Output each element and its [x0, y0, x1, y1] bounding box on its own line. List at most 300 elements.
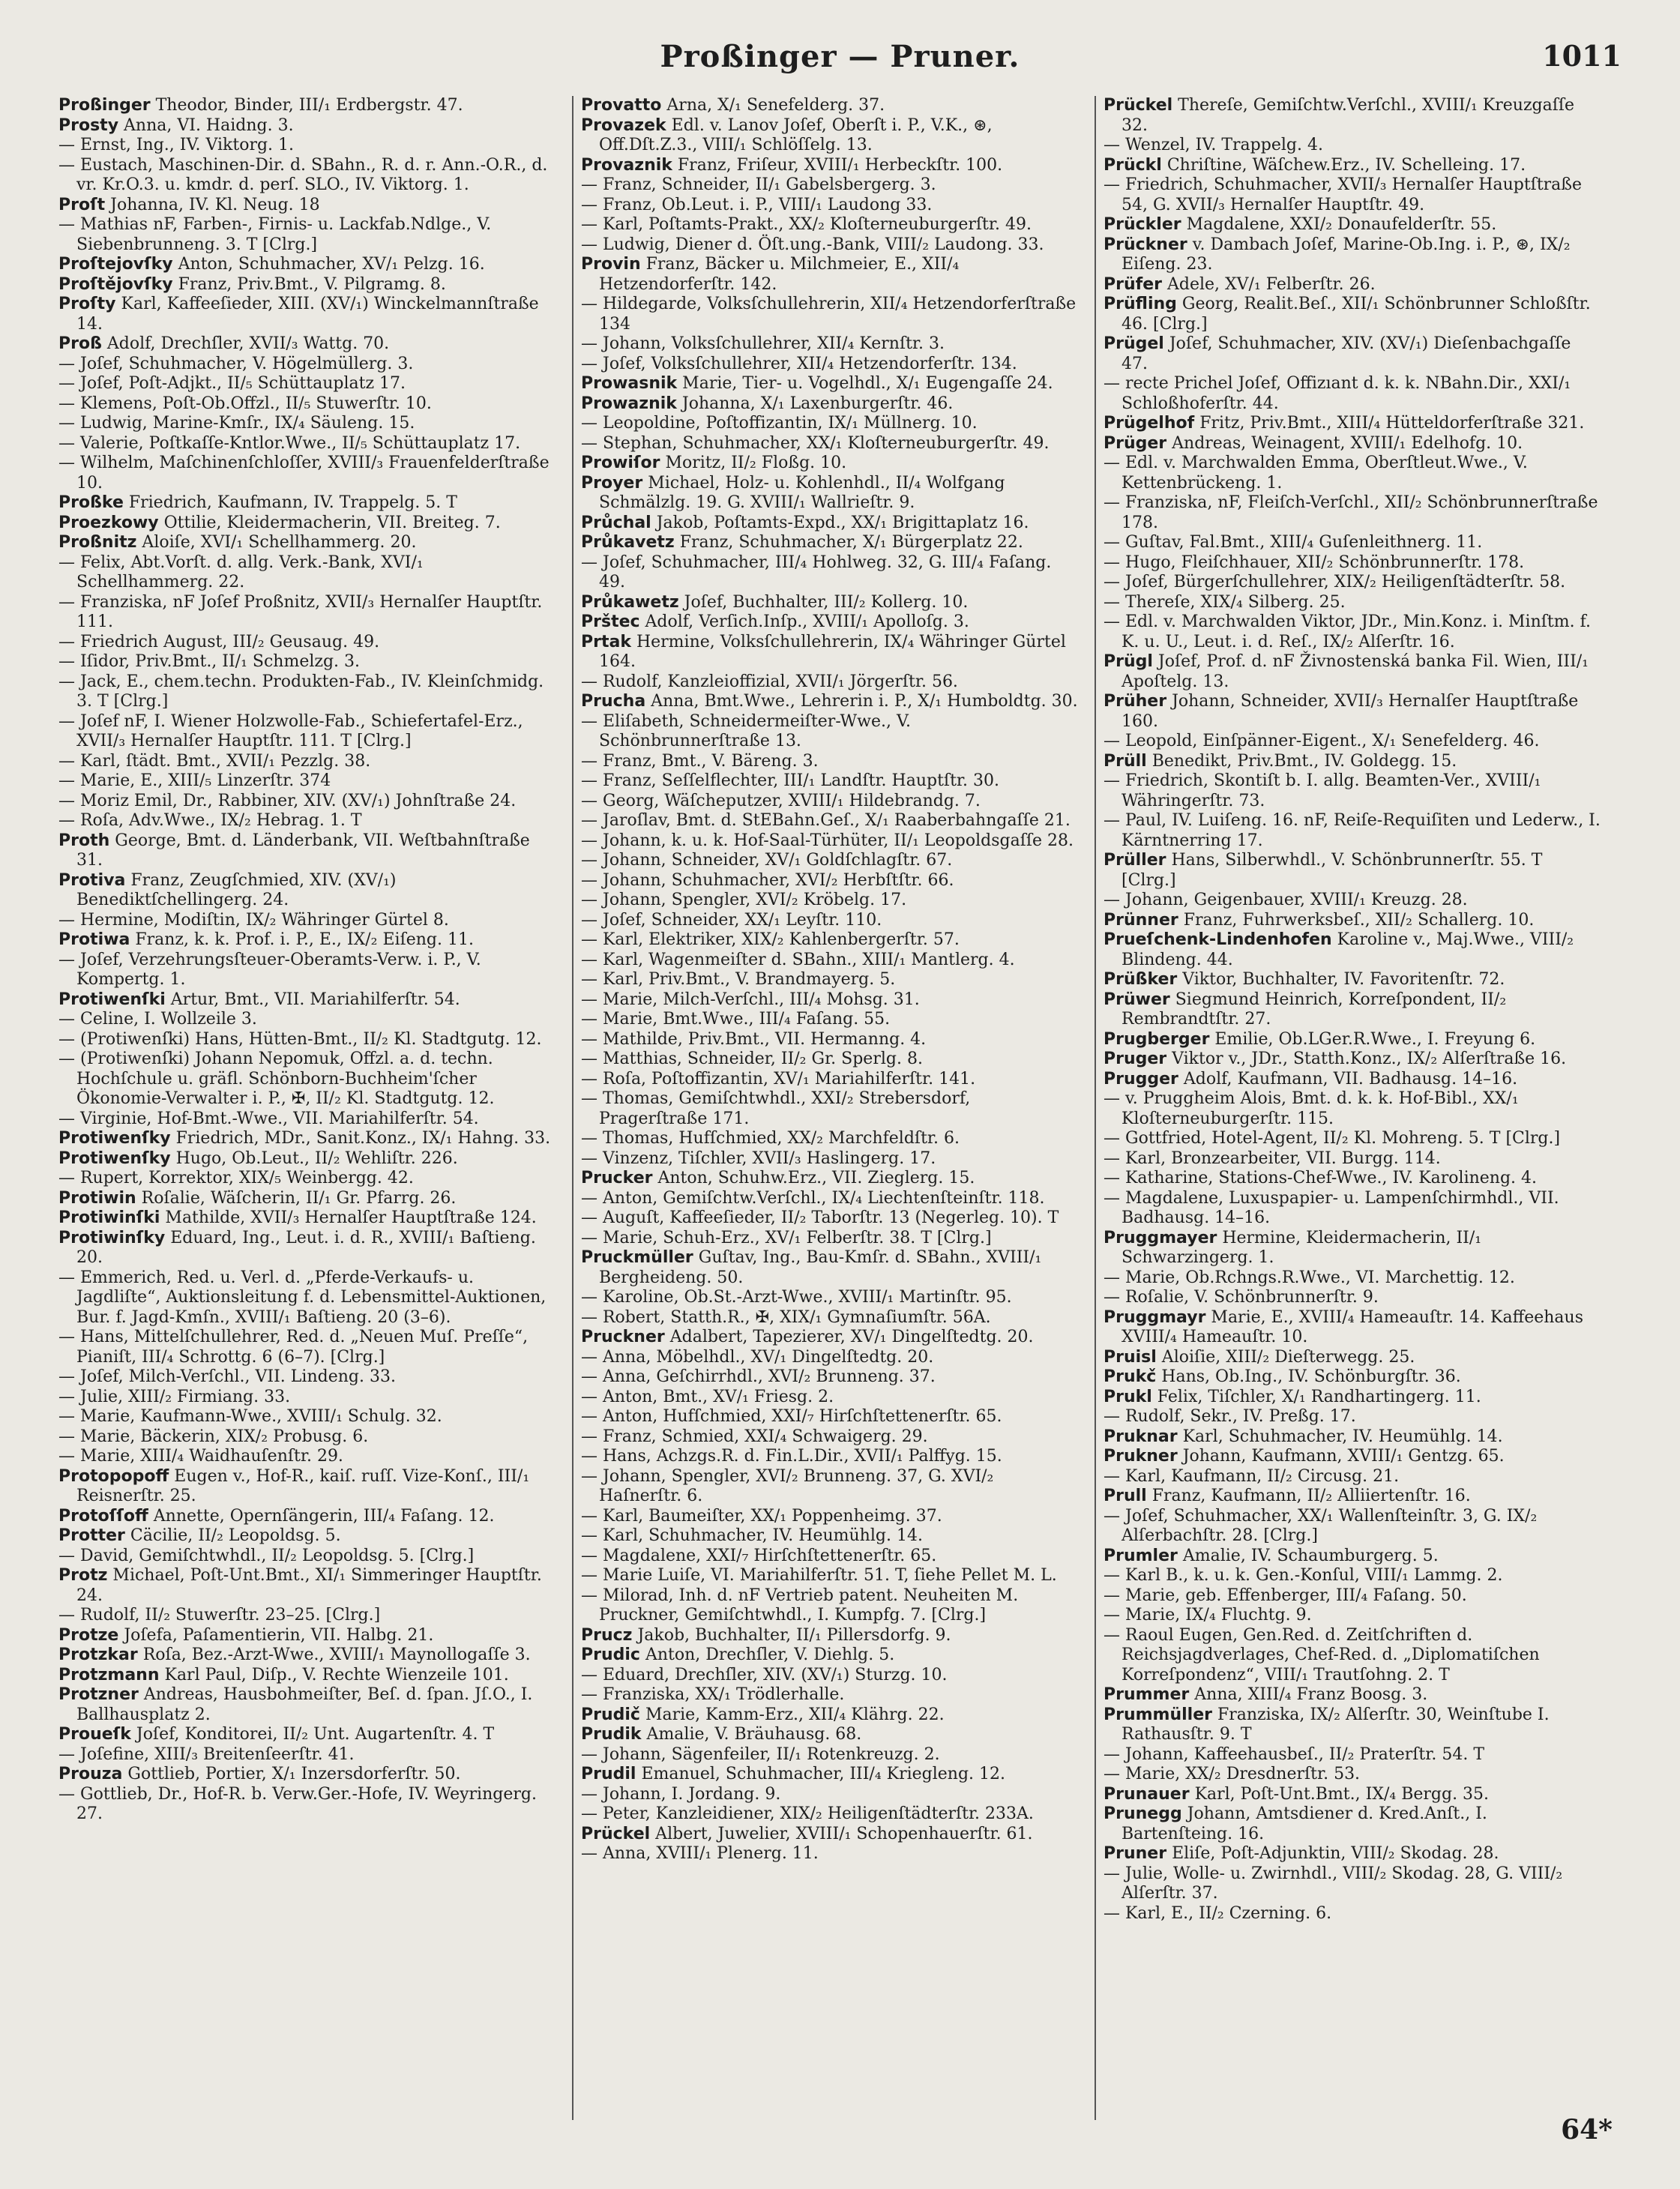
- entry-surname: Prückel: [581, 1824, 651, 1843]
- directory-entry: [581, 96, 1080, 116]
- directory-entry: [1104, 1229, 1602, 1268]
- entry-details: Adalbert, Tapezierer, XV/₁ Dingelſtedtg. 20.: [664, 1328, 1034, 1346]
- entry-surname: Protiwenſki: [58, 990, 166, 1009]
- entry-details: George, Bmt. d. Länderbank, VII. Weſtbahnſtraße 31.: [76, 831, 530, 870]
- directory-entry: [58, 295, 557, 334]
- entry-surname: Prüßker: [1104, 970, 1178, 989]
- directory-entry: [58, 771, 557, 792]
- directory-entry: [58, 1208, 557, 1229]
- directory-entry: [58, 1407, 557, 1427]
- directory-entry: [58, 1785, 557, 1825]
- directory-entry: [1104, 1626, 1602, 1686]
- directory-entry: [1104, 1388, 1602, 1408]
- directory-entry: [581, 891, 1080, 911]
- entry-details: Guſtav, Ing., Bau-Kmſr. d. SBahn., XVIII/₁ Bergheideng. 50.: [599, 1248, 1042, 1287]
- entry-details: — Roſa, Adv.Wwe., IX/₂ Hebrag. 1. T: [58, 811, 362, 830]
- entry-surname: Protze: [58, 1625, 119, 1645]
- directory-entry: [58, 1189, 557, 1209]
- entry-details: Joſef, Schuhmacher, XIV. (XV/₁) Dieſenbachgaſſe 47.: [1121, 334, 1571, 373]
- entry-details: — Hildegarde, Volksſchullehrerin, XII/₄ Hetzendorferſtraße 134: [581, 295, 1077, 334]
- directory-entry: [581, 175, 1080, 196]
- directory-entry: [581, 970, 1080, 990]
- entry-details: — Paul, IV. Luiſeng. 16. nF, Reiſe-Requiſiten und Lederw., I. Kärntnerring 17.: [1104, 811, 1601, 850]
- entry-details: Franz, k. k. Prof. i. P., E., IX/₂ Eiſeng. 11.: [130, 930, 474, 949]
- entry-details: — Jaroſlav, Bmt. d. StEBahn.Geſ., X/₁ Raaberbahngaſſe 21.: [581, 811, 1071, 830]
- directory-entry: [58, 533, 557, 553]
- entry-details: — Johann, Sägenfeiler, II/₁ Rotenkreuzg. 2.: [581, 1744, 940, 1764]
- entry-details: — Franz, Seſſelflechter, III/₁ Landſtr. Hauptſtr. 30.: [581, 771, 999, 790]
- entry-details: Aloiſe, XVI/₁ Schellhammerg. 20.: [136, 533, 417, 552]
- directory-entry: [581, 1626, 1080, 1646]
- directory-entry: [1104, 1745, 1602, 1765]
- directory-entry: [58, 1129, 557, 1149]
- directory-entry: [58, 334, 557, 355]
- entry-surname: Protzkar: [58, 1645, 138, 1664]
- directory-entry: [58, 1526, 557, 1547]
- entry-details: Cäcilie, II/₂ Leopoldsg. 5.: [124, 1526, 341, 1545]
- entry-details: Albert, Juwelier, XVIII/₁ Schopenhauerſtr. 61.: [650, 1824, 1033, 1843]
- directory-entry: [58, 1467, 557, 1507]
- entry-surname: Prukl: [1104, 1387, 1152, 1406]
- entry-details: — Karl, Baumeiſter, XX/₁ Poppenheimg. 37.: [581, 1506, 942, 1526]
- entry-details: Adolf, Verſich.Inſp., XVIII/₁ Apolloſg. 3.: [639, 612, 969, 631]
- directory-entry: [581, 771, 1080, 792]
- directory-entry: [1104, 533, 1602, 553]
- entry-details: Jakob, Buchhalter, II/₁ Pillersdorfg. 9.: [632, 1625, 951, 1645]
- directory-entry: [58, 712, 557, 752]
- entry-details: Felix, Tiſchler, X/₁ Randhartingerg. 11.: [1151, 1387, 1481, 1406]
- entry-surname: Prüfer: [1104, 274, 1162, 294]
- directory-entry: [581, 1189, 1080, 1209]
- directory-entry: [581, 215, 1080, 235]
- entry-surname: Prünner: [1104, 910, 1178, 930]
- directory-entry: [1104, 1288, 1602, 1308]
- directory-entry: [1104, 454, 1602, 493]
- directory-entry: [58, 1030, 557, 1050]
- entry-details: — Anna, Möbelhdl., XV/₁ Dingelſtedtg. 20.: [581, 1347, 934, 1367]
- entry-details: — Rudolf, Kanzleioffizial, XVII/₁ Jörgerſtr. 56.: [581, 672, 958, 691]
- directory-entry: [1104, 1129, 1602, 1149]
- entry-details: — Georg, Wäſcheputzer, XVIII/₁ Hildebrandg. 7.: [581, 791, 981, 810]
- entry-details: — Anton, Hufſchmied, XXI/₇ Hirſchſtettenerſtr. 65.: [581, 1407, 1002, 1426]
- entry-details: — Marie, Milch-Verſchl., III/₄ Mohsg. 31.: [581, 990, 920, 1009]
- entry-details: Artur, Bmt., VII. Mariahilferſtr. 54.: [165, 990, 460, 1009]
- entry-details: Karl, Schuhmacher, IV. Heumühlg. 14.: [1177, 1427, 1503, 1446]
- entry-details: — Franz, Ob.Leut. i. P., VIII/₁ Laudong 33.: [581, 195, 933, 214]
- entry-details: Franziska, IX/₂ Alſerſtr. 30, Weinſtube I. Rathausſtr. 9. T: [1121, 1705, 1550, 1744]
- entry-details: Eugen v., Hof-R., kaiſ. ruſſ. Vize-Konſ., III/₁ Reisnerſtr. 25.: [76, 1466, 530, 1505]
- entry-surname: Prückner: [1104, 235, 1187, 254]
- directory-entry: [1104, 652, 1602, 692]
- entry-details: — Johann, Volksſchullehrer, XII/₄ Kernſtr. 3.: [581, 334, 945, 353]
- entry-details: — Emmerich, Red. u. Verl. d. „Pferde-Verkaufs- u. Jagdliſte“, Auktionsleitung f. d. Lebensmittel-Auktionen, Bur. f. Jagd-Kmſn., XVIII/₁ Baſtieng. 20 (3–6).: [58, 1268, 547, 1327]
- entry-details: Hugo, Ob.Leut., II/₂ Wehliſtr. 226.: [170, 1148, 458, 1168]
- entry-surname: Pruknar: [1104, 1427, 1178, 1446]
- entry-surname: Prouza: [58, 1765, 123, 1783]
- entry-surname: Prugger: [1104, 1069, 1178, 1089]
- entry-surname: Proſtejovſky: [58, 255, 173, 274]
- running-title: Proßinger — Pruner.: [660, 39, 1020, 74]
- entry-details: — v. Pruggheim Alois, Bmt. d. k. k. Hof-Bibl., XX/₁ Kloſterneuburgerſtr. 115.: [1104, 1089, 1519, 1128]
- entry-details: — Jack, E., chem.techn. Produkten-Fab., IV. Kleinſchmidg. 3. T [Clrg.]: [58, 672, 544, 711]
- directory-entry: [58, 1725, 557, 1745]
- directory-entry: [581, 533, 1080, 553]
- entry-surname: Průkavetz: [581, 533, 675, 552]
- directory-entry: [581, 434, 1080, 454]
- entry-surname: Prudik: [581, 1725, 642, 1744]
- directory-entry: [58, 1367, 557, 1388]
- entry-details: — Marie, XIII/₄ Waidhauſenſtr. 29.: [58, 1447, 343, 1466]
- signature-mark: 64*: [1561, 2114, 1613, 2146]
- entry-details: v. Dambach Joſef, Marine-Ob.Ing. i. P., ⊛, IX/₂ Eiſeng. 23.: [1121, 235, 1571, 274]
- directory-entry: [581, 1825, 1080, 1845]
- entry-details: Joſef, Konditorei, II/₂ Unt. Augartenſtr. 4. T: [130, 1725, 495, 1744]
- directory-entry: [58, 355, 557, 375]
- directory-entry: [58, 990, 557, 1011]
- entry-details: — Roſa, Poſtoffizantin, XV/₁ Mariahilferſtr. 141.: [581, 1069, 976, 1089]
- entry-surname: Protiwinſky: [58, 1228, 166, 1247]
- entry-details: Aloiſie, XIII/₂ Dieſterwegg. 25.: [1156, 1347, 1415, 1367]
- entry-details: — Franziska, nF, Fleiſch-Verſchl., XII/₂ Schönbrunnerſtraße 178.: [1104, 493, 1598, 532]
- entry-details: Anna, XIII/₄ Franz Boosg. 3.: [1189, 1685, 1428, 1704]
- entry-surname: Prückel: [1104, 96, 1173, 115]
- directory-entry: [58, 951, 557, 990]
- entry-surname: Prüller: [1104, 851, 1166, 870]
- entry-details: — Joſef, Poſt-Adjkt., II/₅ Schüttauplatz 17.: [58, 374, 406, 393]
- directory-entry: [1104, 1844, 1602, 1864]
- entry-details: Gottlieb, Portier, X/₁ Inzersdorferſtr. 50.: [122, 1765, 461, 1783]
- entry-surname: Prueſchenk-Lindenhofen: [1104, 930, 1332, 949]
- directory-entry: [58, 633, 557, 653]
- entry-surname: Prummüller: [1104, 1705, 1212, 1724]
- directory-entry: [1104, 911, 1602, 931]
- directory-entry: [58, 215, 557, 255]
- entry-details: — Johann, Schuhmacher, XVI/₂ Herbſtſtr. 66.: [581, 870, 954, 890]
- entry-details: — Peter, Kanzleidiener, XIX/₂ Heiligenſtädterſtr. 233A.: [581, 1804, 1034, 1823]
- directory-entry: [581, 951, 1080, 971]
- entry-surname: Protiwa: [58, 930, 130, 949]
- entry-details: — Johann, Spengler, XVI/₂ Brunneng. 37, G. XVI/₂ Haſnerſtr. 6.: [581, 1466, 994, 1505]
- directory-entry: [581, 1467, 1080, 1507]
- directory-entry: [1104, 1804, 1602, 1844]
- entry-details: Amalie, IV. Schaumburgerg. 5.: [1177, 1546, 1439, 1565]
- entry-details: — Robert, Statth.R., ✠, XIX/₁ Gymnaſiumſtr. 56A.: [581, 1307, 991, 1327]
- entry-details: — Raoul Eugen, Gen.Red. d. Zeitſchriften d. Reichsjagdverlages, Chef-Red. d. „Diplomatiſchen Korreſpondenz“, VIII/₁ Trautſohng. 2. T: [1104, 1625, 1540, 1684]
- entry-details: — Rudolf, Sekr., IV. Preßg. 17.: [1104, 1407, 1356, 1426]
- directory-entry: [1104, 1467, 1602, 1487]
- entry-surname: Prowiſor: [581, 454, 660, 472]
- directory-entry: [1104, 990, 1602, 1030]
- entry-details: Michael, Holz- u. Kohlenhdl., II/₄ Wolfgang Schmälzlg. 19. G. XVIII/₁ Wallrieſtr. 9.: [599, 473, 1005, 512]
- entry-surname: Provin: [581, 255, 641, 274]
- entry-surname: Prunauer: [1104, 1784, 1190, 1804]
- directory-entry: [581, 1169, 1080, 1189]
- directory-entry: [1104, 215, 1602, 235]
- entry-surname: Prowasnik: [581, 374, 678, 393]
- entry-details: — Joſef, Verzehrungsſteuer-Oberamts-Verw. i. P., V. Kompertg. 1.: [58, 950, 481, 989]
- directory-entry: [1104, 1050, 1602, 1070]
- directory-entry: [1104, 1765, 1602, 1785]
- entry-details: Moritz, II/₂ Floßg. 10.: [660, 454, 847, 472]
- entry-surname: Prštec: [581, 612, 640, 631]
- entry-details: Joſef, Prof. d. nF Živnostenská banka Fil. Wien, III/₁ Apoſtelg. 13.: [1121, 652, 1589, 691]
- page-number: 1011: [1542, 39, 1622, 73]
- directory-entry: [581, 1050, 1080, 1070]
- entry-details: — Joſef, Milch-Verſchl., VII. Lindeng. 33.: [58, 1367, 396, 1386]
- entry-details: — Julie, XIII/₂ Firmiang. 33.: [58, 1387, 291, 1406]
- entry-details: — Leopold, Einſpänner-Eigent., X/₁ Senefelderg. 46.: [1104, 732, 1540, 750]
- directory-entry: [581, 196, 1080, 216]
- entry-details: — Celine, I. Wollzeile 3.: [58, 1010, 257, 1029]
- entry-details: Marie, Kamm-Erz., XII/₄ Klährg. 22.: [639, 1705, 945, 1724]
- entry-surname: Protoſſoff: [58, 1506, 148, 1526]
- entry-details: — (Protiwenſki) Johann Nepomuk, Offzl. a. d. techn. Hochſchule u. gräfl. Schönborn-Buchheim'ſcher Ökonomie-Verwalter i. P., ✠, II/₂ Kl. Stadtgutg. 12.: [58, 1050, 495, 1108]
- directory-entry: [581, 930, 1080, 951]
- entry-details: Franz, Zeugſchmied, XIV. (XV/₁) Benediktſchellingerg. 24.: [76, 870, 397, 909]
- directory-entry: [581, 1685, 1080, 1705]
- entry-details: — Anton, Bmt., XV/₁ Friesg. 2.: [581, 1387, 834, 1406]
- directory-entry: [581, 514, 1080, 534]
- entry-details: — Wilhelm, Maſchinenſchloſſer, XVIII/₃ Frauenfelderſtraße 10.: [58, 454, 550, 493]
- directory-entry: [581, 1030, 1080, 1050]
- directory-entry: [1104, 1348, 1602, 1368]
- entry-surname: Proßnitz: [58, 533, 137, 552]
- directory-entry: [58, 1745, 557, 1765]
- entry-details: — Karl, ſtädt. Bmt., XVII/₁ Pezzlg. 38.: [58, 751, 371, 771]
- entry-details: — Joſef, Schuhmacher, III/₄ Hohlweg. 32, G. III/₄ Faſang. 49.: [581, 552, 1052, 591]
- directory-entry: [58, 831, 557, 871]
- entry-surname: Prügl: [1104, 652, 1153, 671]
- directory-entry: [581, 1129, 1080, 1149]
- entry-surname: Prückl: [1104, 155, 1162, 175]
- directory-entry: [581, 1328, 1080, 1348]
- directory-entry: [1104, 1189, 1602, 1229]
- directory-entry: [58, 196, 557, 216]
- entry-surname: Proyer: [581, 473, 643, 493]
- entry-details: Roſalie, Wäſcherin, II/₁ Gr. Pfarrg. 26.: [136, 1188, 457, 1208]
- directory-entry: [1104, 1566, 1602, 1586]
- directory-entry: [58, 1229, 557, 1268]
- entry-details: — Marie, Kaufmann-Wwe., XVIII/₁ Schulg. 32.: [58, 1407, 442, 1426]
- entry-details: Andreas, Hausbohmeiſter, Beſ. d. ſpan. Jſ.O., I. Ballhausplatz 2.: [76, 1685, 533, 1724]
- directory-entry: [581, 474, 1080, 514]
- entry-details: Magdalene, XXI/₂ Donaufelderſtr. 55.: [1181, 215, 1497, 234]
- directory-entry: [58, 1427, 557, 1448]
- entry-surname: Prucz: [581, 1625, 633, 1645]
- entry-details: — Wenzel, IV. Trappelg. 4.: [1104, 136, 1323, 154]
- entry-details: Annette, Opernſängerin, III/₄ Faſang. 12.: [148, 1506, 495, 1526]
- entry-details: Marie, E., XVIII/₄ Hameauſtr. 14. Kaffeehaus XVIII/₄ Hameauſtr. 10.: [1121, 1307, 1583, 1346]
- entry-details: — Hans, Achzgs.R. d. Fin.L.Dir., XVII/₁ Palffyg. 15.: [581, 1447, 1002, 1466]
- entry-details: Friedrich, MDr., Sanit.Konz., IX/₁ Hahng. 33.: [170, 1129, 551, 1148]
- directory-entry: [1104, 374, 1602, 414]
- entry-surname: Proueſk: [58, 1725, 131, 1744]
- entry-details: — Mathias nF, Farben-, Firnis- u. Lackfab.Ndlge., V. Siebenbrunneng. 3. T [Clrg.]: [58, 215, 492, 254]
- entry-surname: Protzner: [58, 1685, 139, 1704]
- directory-entry: [581, 454, 1080, 474]
- directory-entry: [1104, 334, 1602, 374]
- directory-entry: [1104, 612, 1602, 652]
- entry-details: — Iſidor, Priv.Bmt., II/₁ Schmelzg. 3.: [58, 652, 361, 671]
- directory-entry: [58, 871, 557, 911]
- directory-entry: [581, 792, 1080, 812]
- directory-entry: [581, 1566, 1080, 1586]
- entry-details: Hermine, Kleidermacherin, II/₁ Schwarzingerg. 1.: [1121, 1228, 1482, 1267]
- directory-columns: [58, 96, 1603, 2135]
- entry-details: — Johann, Schneider, XV/₁ Goldſchlagſtr. 67.: [581, 851, 953, 870]
- entry-details: — Marie, Bäckerin, XIX/₂ Probusg. 6.: [58, 1427, 369, 1446]
- entry-details: Eliſe, Poſt-Adjunktin, VIII/₂ Skodag. 28.: [1166, 1844, 1499, 1863]
- entry-details: — Hermine, Modiſtin, IX/₂ Währinger Gürtel 8.: [58, 910, 449, 930]
- directory-entry: [58, 136, 557, 156]
- entry-surname: Prummer: [1104, 1685, 1190, 1704]
- directory-entry: [1104, 593, 1602, 613]
- directory-entry: [581, 752, 1080, 772]
- directory-entry: [58, 1149, 557, 1169]
- entry-surname: Protiwenſky: [58, 1129, 171, 1148]
- directory-entry: [1104, 1089, 1602, 1129]
- directory-entry: [581, 1586, 1080, 1626]
- entry-details: — Klemens, Poſt-Ob.Offzl., II/₅ Stuwerſtr. 10.: [58, 394, 432, 413]
- directory-entry: [1104, 1507, 1602, 1547]
- directory-entry: [1104, 1586, 1602, 1607]
- directory-entry: [1104, 1606, 1602, 1626]
- directory-entry: [58, 255, 557, 275]
- directory-entry: [1104, 752, 1602, 772]
- entry-details: — Friedrich, Skontiſt b. I. allg. Beamten-Ver., XVIII/₁ Währingerſtr. 73.: [1104, 771, 1541, 810]
- entry-details: Benedikt, Priv.Bmt., IV. Goldegg. 15.: [1146, 751, 1457, 771]
- entry-details: — Joſef, Volksſchullehrer, XII/₄ Hetzendorferſtr. 134.: [581, 354, 1017, 373]
- entry-details: — Leopoldine, Poſtoffizantin, IX/₁ Müllnerg. 10.: [581, 414, 978, 433]
- entry-details: — David, Gemiſchtwhdl., II/₂ Leopoldsg. 5. [Clrg.]: [58, 1546, 475, 1565]
- directory-entry: [58, 514, 557, 534]
- directory-entry: [581, 1705, 1080, 1726]
- entry-surname: Prückler: [1104, 215, 1181, 234]
- entry-surname: Prull: [1104, 1487, 1147, 1505]
- entry-details: — Ernst, Ing., IV. Viktorg. 1.: [58, 136, 295, 154]
- entry-details: Fritz, Priv.Bmt., XIII/₄ Hütteldorferſtraße 321.: [1194, 414, 1585, 433]
- entry-details: — Valerie, Poſtkaſſe-Kntlor.Wwe., II/₅ Schüttauplatz 17.: [58, 433, 521, 453]
- directory-entry: [1104, 235, 1602, 275]
- directory-entry: [1104, 136, 1602, 156]
- directory-entry: [1104, 553, 1602, 573]
- entry-details: — Karl, Bronzearbeiter, VII. Burgg. 114.: [1104, 1148, 1441, 1168]
- page-header: [58, 39, 1622, 84]
- directory-entry: [1104, 970, 1602, 990]
- entry-surname: Průkawetz: [581, 592, 679, 612]
- entry-details: Roſa, Bez.-Arzt-Wwe., XVIII/₁ Maynollogaſſe 3.: [137, 1645, 531, 1664]
- directory-entry: [1104, 1685, 1602, 1705]
- entry-details: Jakob, Poſtamts-Expd., XX/₁ Brigittaplatz 16.: [651, 513, 1029, 532]
- directory-entry: [1104, 811, 1602, 851]
- directory-entry: [58, 1685, 557, 1725]
- directory-entry: [58, 1268, 557, 1328]
- entry-surname: Prucha: [581, 692, 646, 711]
- directory-entry: [1104, 771, 1602, 811]
- entry-details: — Joſef, Schneider, XX/₁ Leyſtr. 110.: [581, 910, 882, 930]
- entry-details: Anton, Drechſler, V. Diehlg. 5.: [639, 1645, 895, 1664]
- directory-entry: [1104, 573, 1602, 593]
- entry-surname: Prumler: [1104, 1546, 1178, 1565]
- entry-details: — (Protiwenſki) Hans, Hütten-Bmt., II/₂ Kl. Stadtgutg. 12.: [58, 1029, 542, 1049]
- entry-details: Franz, Kaufmann, II/₂ Alliiertenſtr. 16.: [1146, 1487, 1471, 1505]
- entry-details: Amalie, V. Bräuhausg. 68.: [641, 1725, 862, 1744]
- entry-surname: Prüher: [1104, 692, 1167, 711]
- entry-surname: Prüfling: [1104, 295, 1177, 313]
- entry-details: Friedrich, Kaufmann, IV. Trappelg. 5. T: [123, 493, 457, 512]
- entry-details: — Matthias, Schneider, II/₂ Gr. Sperlg. 8.: [581, 1050, 923, 1068]
- entry-surname: Prüll: [1104, 751, 1147, 771]
- directory-entry: [58, 434, 557, 454]
- entry-details: — Marie, geb. Effenberger, III/₄ Faſang. 50.: [1104, 1586, 1467, 1605]
- directory-entry: [1104, 493, 1602, 533]
- entry-details: — Franziska, nF Joſef Proßnitz, XVII/₃ Hernalſer Hauptſtr. 111.: [58, 592, 543, 631]
- entry-details: Edl. v. Lanov Joſef, Oberſt i. P., V.K., ⊛, Off.Dſt.Z.3., VIII/₁ Schlöſſelg. 13.: [599, 115, 993, 154]
- entry-surname: Prudil: [581, 1765, 636, 1783]
- directory-entry: [581, 1308, 1080, 1328]
- entry-details: Franz, Fuhrwerksbeſ., XII/₂ Schallerg. 10.: [1178, 910, 1535, 930]
- entry-details: Franz, Priv.Bmt., V. Pilgramg. 8.: [172, 274, 446, 294]
- entry-surname: Pruckmüller: [581, 1248, 693, 1267]
- directory-entry: [58, 1050, 557, 1109]
- directory-entry: [581, 1447, 1080, 1467]
- entry-details: — Joſef, Schuhmacher, V. Högelmüllerg. 3.: [58, 354, 414, 373]
- directory-entry: [581, 712, 1080, 752]
- entry-details: Johann, Kaufmann, XVIII/₁ Gentzg. 65.: [1177, 1447, 1505, 1466]
- directory-entry: [58, 1566, 557, 1606]
- entry-details: — Marie, Schuh-Erz., XV/₁ Felberſtr. 38. T [Clrg.]: [581, 1228, 992, 1247]
- entry-details: Franz, Friſeur, XVIII/₁ Herbeckſtr. 100.: [672, 155, 1003, 175]
- entry-surname: Provatto: [581, 96, 662, 115]
- directory-entry: [58, 1169, 557, 1189]
- entry-details: — Johann, I. Jordang. 9.: [581, 1784, 781, 1804]
- entry-details: Marie, Tier- u. Vogelhdl., X/₁ Eugengaſſe 24.: [677, 374, 1053, 393]
- directory-entry: [1104, 732, 1602, 752]
- entry-details: — Thomas, Hufſchmied, XX/₂ Marchfeldſtr. 6.: [581, 1129, 960, 1148]
- directory-entry: [58, 156, 557, 196]
- entry-details: — Johann, k. u. k. Hof-Saal-Türhüter, II/₁ Leopoldsgaſſe 28.: [581, 831, 1074, 850]
- entry-surname: Prukner: [1104, 1447, 1178, 1466]
- directory-entry: [1104, 1427, 1602, 1448]
- directory-entry: [581, 692, 1080, 712]
- directory-entry: [581, 1388, 1080, 1408]
- entry-details: Johann, Schneider, XVII/₃ Hernalſer Hauptſtraße 160.: [1121, 692, 1579, 731]
- directory-entry: [581, 1089, 1080, 1129]
- directory-entry: [581, 831, 1080, 852]
- directory-entry: [58, 593, 557, 633]
- directory-entry: [581, 1070, 1080, 1090]
- directory-entry: [581, 1725, 1080, 1745]
- entry-surname: Prtak: [581, 632, 631, 651]
- directory-entry: [58, 911, 557, 931]
- directory-entry: [58, 374, 557, 394]
- entry-details: — Felix, Abt.Vorſt. d. allg. Verk.-Bank, XVI/₁ Schellhammerg. 22.: [58, 552, 424, 591]
- entry-surname: Prunegg: [1104, 1804, 1182, 1823]
- entry-details: — Edl. v. Marchwalden Viktor, JDr., Min.Konz. i. Minſtm. f. K. u. U., Leut. i. d. Reſ., IX/₂ Alſerſtr. 16.: [1104, 612, 1591, 651]
- directory-entry: [58, 1547, 557, 1567]
- directory-entry: [1104, 1070, 1602, 1090]
- directory-entry: [581, 1348, 1080, 1368]
- entry-details: — Guſtav, Fal.Bmt., XIII/₄ Guſenleithnerg. 11.: [1104, 533, 1483, 552]
- directory-entry: [1104, 175, 1602, 215]
- directory-entry: [581, 235, 1080, 256]
- entry-details: Andreas, Weinagent, XVIII/₁ Edelhofg. 10.: [1166, 433, 1523, 453]
- entry-details: — Karl, Kaufmann, II/₂ Circusg. 21.: [1104, 1466, 1400, 1486]
- entry-surname: Protiwin: [58, 1188, 136, 1208]
- entry-details: — Milorad, Inh. d. nF Vertrieb patent. Neuheiten M. Pruckner, Gemiſchtwhdl., I. Kumpfg. 7. [Clrg.]: [581, 1586, 1019, 1625]
- entry-details: Emilie, Ob.LGer.R.Wwe., I. Freyung 6.: [1209, 1029, 1536, 1049]
- entry-details: — Magdalene, XXI/₇ Hirſchſtettenerſtr. 65.: [581, 1546, 937, 1565]
